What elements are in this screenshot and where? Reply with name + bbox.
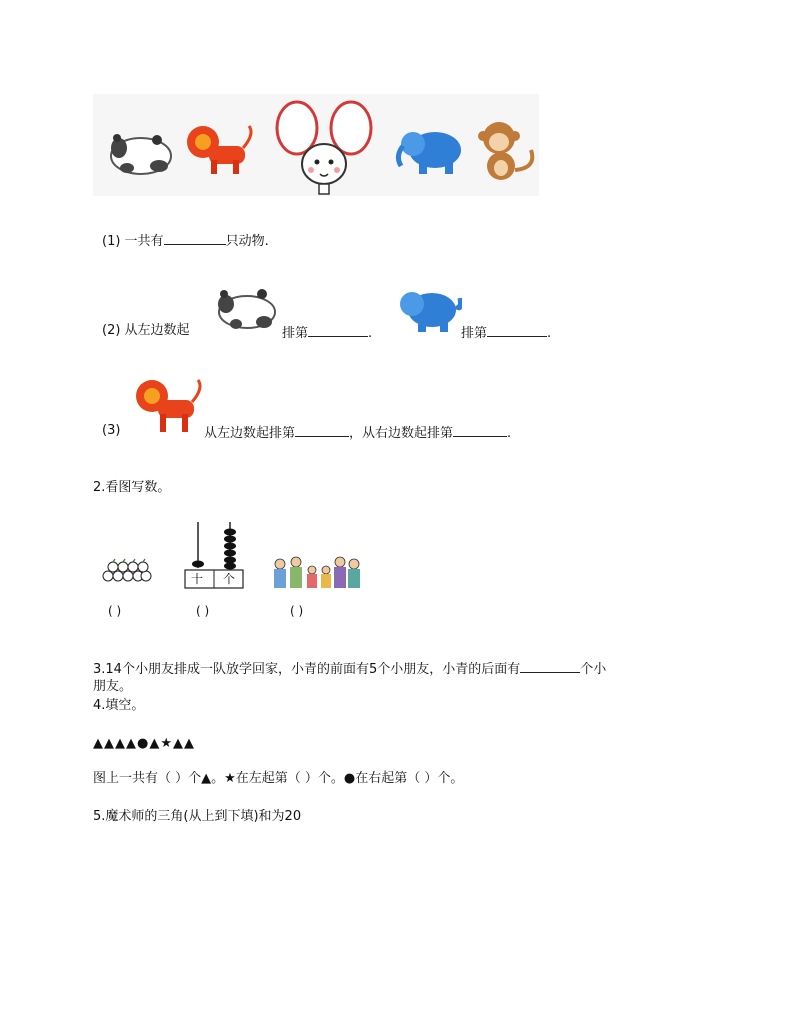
answer-blank[interactable]: [520, 658, 580, 673]
answer-blank[interactable]: [487, 322, 547, 337]
q4-title: 4.填空。: [93, 698, 145, 713]
q1-part1-prefix: (1) 一共有: [102, 234, 164, 249]
elephant-icon: [398, 132, 461, 174]
q1-part1: [102, 230, 269, 251]
shapes-row: ▲▲▲▲●▲★▲▲: [93, 736, 195, 751]
q1-part3-text: [204, 422, 511, 443]
panda-icon: [111, 134, 171, 174]
monkey-icon: [478, 122, 532, 180]
answer-paren-2[interactable]: ( ): [196, 604, 210, 618]
answer-blank[interactable]: [308, 322, 368, 337]
answer-paren-3[interactable]: ( ): [290, 604, 304, 618]
rabbit-icon: [277, 102, 371, 194]
q2-title: 2.看图写数。: [93, 480, 171, 495]
answer-blank[interactable]: [295, 422, 349, 437]
lion-icon: [134, 376, 206, 436]
lion-icon: [187, 126, 251, 174]
animals-illustration: [93, 94, 539, 196]
period: .: [507, 426, 512, 441]
rank-label: 排第: [282, 326, 309, 341]
q1-part2-rank2: [461, 322, 551, 343]
left-rank-label: 从左边数起排第: [204, 426, 296, 441]
ones-label: 个: [223, 572, 236, 586]
q3-text-suffix: 个小: [580, 662, 607, 677]
q5-title: 5.魔术师的三角(从上到下填)和为20: [93, 809, 302, 824]
q1-part3-prefix: (3): [102, 423, 121, 438]
q1-part1-suffix: 只动物.: [225, 234, 269, 249]
q1-part2-rank1: [282, 322, 372, 343]
panda-icon: [216, 286, 278, 334]
tens-label: 十: [191, 572, 204, 586]
q3-line1: [93, 658, 606, 679]
comma: ，: [349, 426, 363, 441]
answer-blank[interactable]: [453, 422, 507, 437]
family-icon: [270, 556, 360, 588]
apples-icon: [100, 556, 152, 584]
period: .: [368, 326, 373, 341]
answer-blank[interactable]: [164, 230, 226, 245]
q3-line2: 朋友。: [93, 679, 133, 694]
q1-part2-prefix: (2) 从左边数起: [102, 323, 190, 338]
elephant-icon: [396, 288, 462, 334]
q4-question: 图上一共有（ ）个▲。★在左起第（ ）个。●在右起第（ ）个。: [93, 771, 464, 786]
period: .: [547, 326, 552, 341]
answer-paren-1[interactable]: ( ): [108, 604, 122, 618]
rank-label: 排第: [461, 326, 488, 341]
right-rank-label: 从右边数起排第: [362, 426, 454, 441]
q3-text: 3.14个小朋友排成一队放学回家，小青的前面有5个小朋友，小青的后面有: [93, 662, 521, 677]
